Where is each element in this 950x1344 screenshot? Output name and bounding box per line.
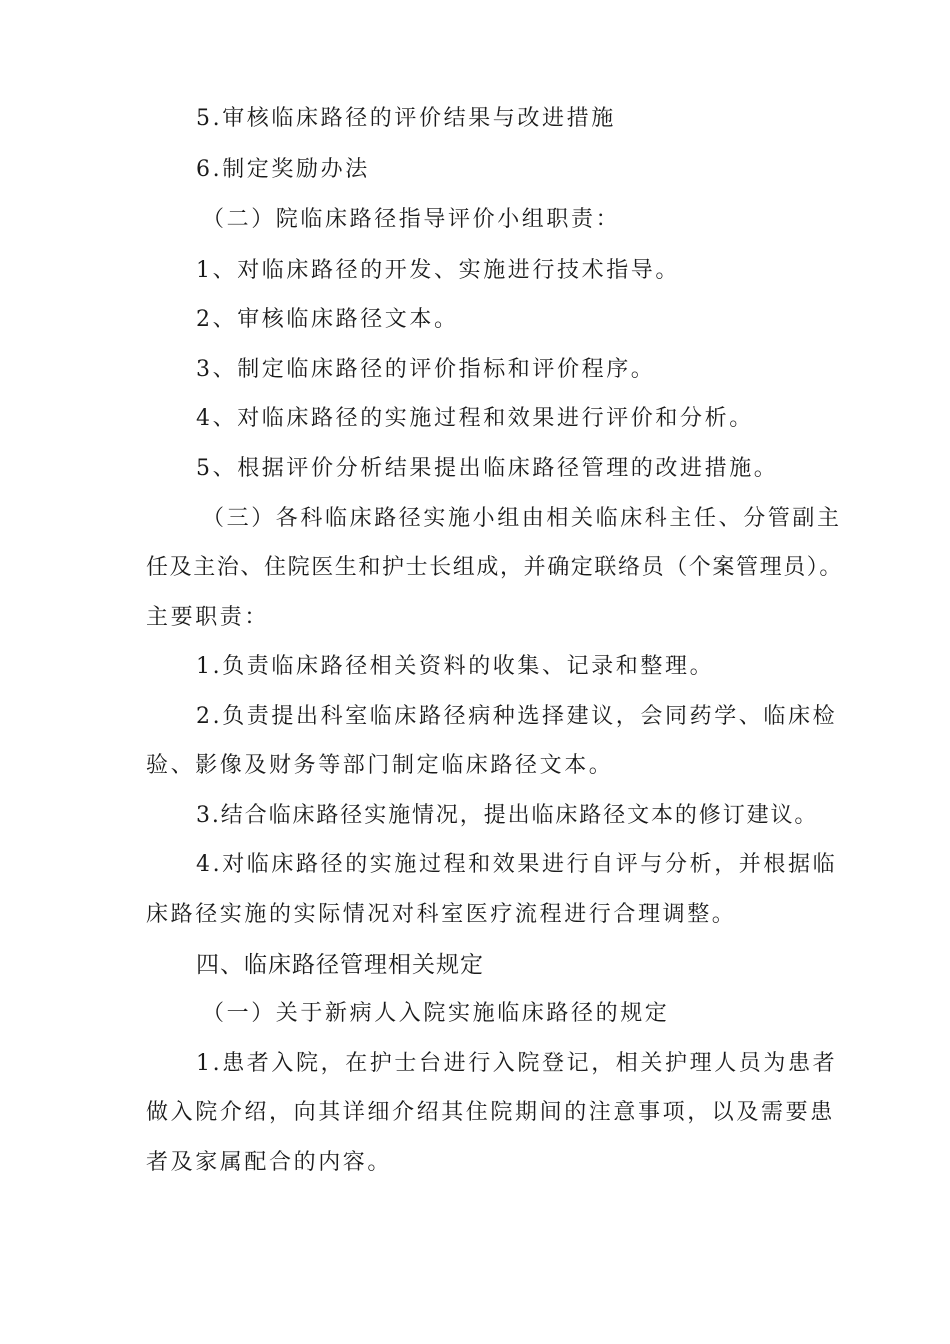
paragraph-line-13: 3.结合临床路径实施情况，提出临床路径文本的修订建议。 <box>196 803 819 828</box>
section-heading-4: 四、临床路径管理相关规定 <box>196 952 484 978</box>
paragraph-line-18: 者及家属配合的内容。 <box>146 1150 393 1175</box>
paragraph-line-17: 做入院介绍，向其详细介绍其住院期间的注意事项，以及需要患 <box>146 1100 835 1125</box>
paragraph-line-9: 主要职责： <box>146 605 270 630</box>
paragraph-line-7: 5、根据评价分析结果提出临床路径管理的改进措施。 <box>196 456 779 481</box>
paragraph-line-5: 3、制定临床路径的评价指标和评价程序。 <box>196 357 656 382</box>
paragraph-line-1: 5.审核临床路径的评价结果与改进措施 <box>196 106 616 131</box>
paragraph-line-2: 6.制定奖励办法 <box>196 157 370 182</box>
paragraph-line-12: 验、影像及财务等部门制定临床路径文本。 <box>146 753 614 778</box>
section-subheading-3: （三）各科临床路径实施小组由相关临床科主任、分管副主 <box>202 506 842 531</box>
paragraph-line-8: 任及主治、住院医生和护士长组成，并确定联络员（个案管理员）。 <box>146 555 844 580</box>
paragraph-line-16: 1.患者入院，在护士台进行入院登记，相关护理人员为患者 <box>196 1051 838 1076</box>
paragraph-line-11: 2.负责提出科室临床路径病种选择建议，会同药学、临床检 <box>196 704 838 729</box>
paragraph-line-3: 1、对临床路径的开发、实施进行技术指导。 <box>196 258 680 283</box>
paragraph-line-15: 床路径实施的实际情况对科室医疗流程进行合理调整。 <box>146 902 737 927</box>
paragraph-line-4: 2、审核临床路径文本。 <box>196 307 459 332</box>
paragraph-line-6: 4、对临床路径的实施过程和效果进行评价和分析。 <box>196 406 754 431</box>
section-subheading-2: （二）院临床路径指导评价小组职责： <box>202 207 621 232</box>
paragraph-line-10: 1.负责临床路径相关资料的收集、记录和整理。 <box>196 654 715 679</box>
paragraph-line-14: 4.对临床路径的实施过程和效果进行自评与分析，并根据临 <box>196 852 838 877</box>
section-subheading-4-1: （一）关于新病人入院实施临床路径的规定 <box>202 1001 670 1026</box>
